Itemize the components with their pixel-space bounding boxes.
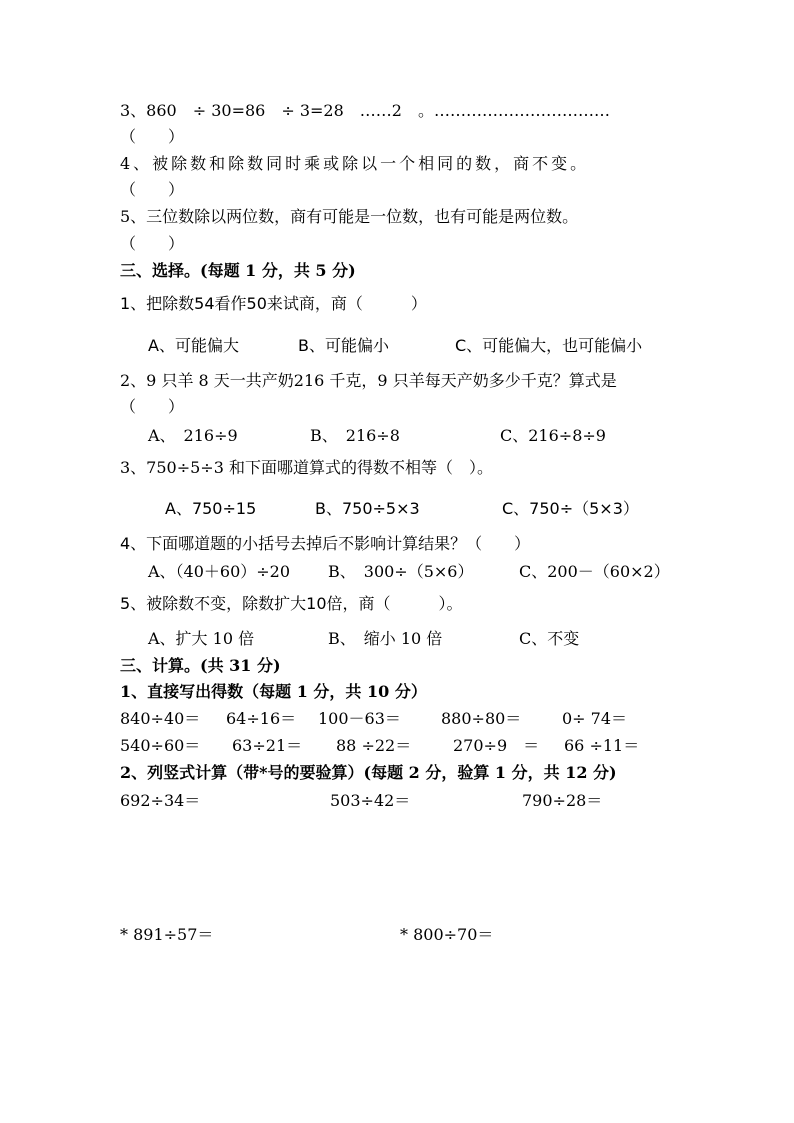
choice-q2-text: 2、9 只羊 8 天一共产奶216 千克，9 只羊每天产奶多少千克？算式是 bbox=[120, 371, 617, 390]
calc-part2-heading: 2、列竖式计算（带*号的要验算）(每题 2 分，验算 1 分，共 12 分) bbox=[120, 763, 617, 782]
choice-q2-option-a[interactable]: A、 216÷9 bbox=[148, 426, 238, 445]
vertical-calc-item[interactable]: 790÷28＝ bbox=[522, 791, 603, 810]
choice-q1-option-b[interactable]: B、可能偏小 bbox=[298, 336, 389, 355]
oral-calc-item[interactable]: 88 ÷22＝ bbox=[336, 736, 412, 755]
vertical-calc-check-item[interactable]: * 800÷70＝ bbox=[400, 925, 494, 944]
choice-q4-text: 4、下面哪道题的小括号去掉后不影响计算结果？（ ） bbox=[120, 534, 531, 553]
judge-q4-answer-paren[interactable]: （ ） bbox=[120, 180, 185, 199]
choice-q4-option-b[interactable]: B、 300÷（5×6） bbox=[328, 562, 474, 581]
vertical-calc-item[interactable]: 503÷42＝ bbox=[330, 791, 411, 810]
oral-calc-item[interactable]: 840÷40＝ bbox=[120, 709, 201, 728]
oral-calc-item[interactable]: 63÷21＝ bbox=[232, 736, 303, 755]
judge-q3-answer-paren[interactable]: （ ） bbox=[120, 127, 185, 146]
choice-q4-option-c[interactable]: C、200－（60×2） bbox=[519, 562, 670, 581]
oral-calc-item[interactable]: 270÷9 ＝ bbox=[453, 736, 540, 755]
oral-calc-item[interactable]: 540÷60＝ bbox=[120, 736, 201, 755]
choice-q2-option-b[interactable]: B、 216÷8 bbox=[310, 426, 400, 445]
choice-q5-option-b[interactable]: B、 缩小 10 倍 bbox=[328, 629, 443, 648]
choice-q1-text: 1、把除数54看作50来试商，商（ ） bbox=[120, 294, 427, 313]
choice-q4-option-a[interactable]: A、（40＋60）÷20 bbox=[148, 562, 291, 581]
oral-calc-item[interactable]: 880÷80＝ bbox=[441, 709, 522, 728]
choice-q1-option-c[interactable]: C、可能偏大，也可能偏小 bbox=[455, 336, 643, 355]
judge-q5-answer-paren[interactable]: （ ） bbox=[120, 234, 185, 253]
choice-q5-text: 5、被除数不变，除数扩大10倍，商（ ）。 bbox=[120, 594, 463, 613]
vertical-calc-item[interactable]: 692÷34＝ bbox=[120, 791, 201, 810]
choice-q3-option-c[interactable]: C、750÷（5×3） bbox=[502, 499, 639, 518]
oral-calc-item[interactable]: 64÷16＝ bbox=[226, 709, 297, 728]
choice-q1-option-a[interactable]: A、可能偏大 bbox=[148, 336, 239, 355]
choice-q3-option-b[interactable]: B、750÷5×3 bbox=[315, 499, 420, 518]
choice-q3-text: 3、750÷5÷3 和下面哪道算式的得数不相等（ ）。 bbox=[120, 458, 493, 477]
choice-q2-answer-paren[interactable]: （ ） bbox=[120, 397, 185, 416]
vertical-calc-check-item[interactable]: * 891÷57＝ bbox=[120, 925, 214, 944]
choice-q3-option-a[interactable]: A、750÷15 bbox=[165, 499, 257, 518]
oral-calc-item[interactable]: 66 ÷11＝ bbox=[564, 736, 640, 755]
choice-q2-option-c[interactable]: C、216÷8÷9 bbox=[500, 426, 606, 445]
judge-q5-text: 5、三位数除以两位数，商有可能是一位数，也有可能是两位数。 bbox=[120, 207, 579, 226]
judge-q3-text: 3、860 ÷ 30=86 ÷ 3=28 ……2 。…………………………… bbox=[120, 101, 610, 120]
oral-calc-item[interactable]: 0÷ 74＝ bbox=[562, 709, 628, 728]
calc-section-heading: 三、计算。(共 31 分) bbox=[120, 656, 281, 675]
choice-q5-option-c[interactable]: C、不变 bbox=[519, 629, 580, 648]
choice-q5-option-a[interactable]: A、扩大 10 倍 bbox=[148, 629, 255, 648]
oral-calc-item[interactable]: 100－63＝ bbox=[318, 709, 401, 728]
calc-part1-heading: 1、直接写出得数（每题 1 分，共 10 分） bbox=[120, 682, 427, 701]
choice-section-heading: 三、选择。(每题 1 分，共 5 分) bbox=[120, 261, 356, 280]
judge-q4-text: 4、被除数和除数同时乘或除以一个相同的数，商不变。 bbox=[120, 154, 590, 173]
